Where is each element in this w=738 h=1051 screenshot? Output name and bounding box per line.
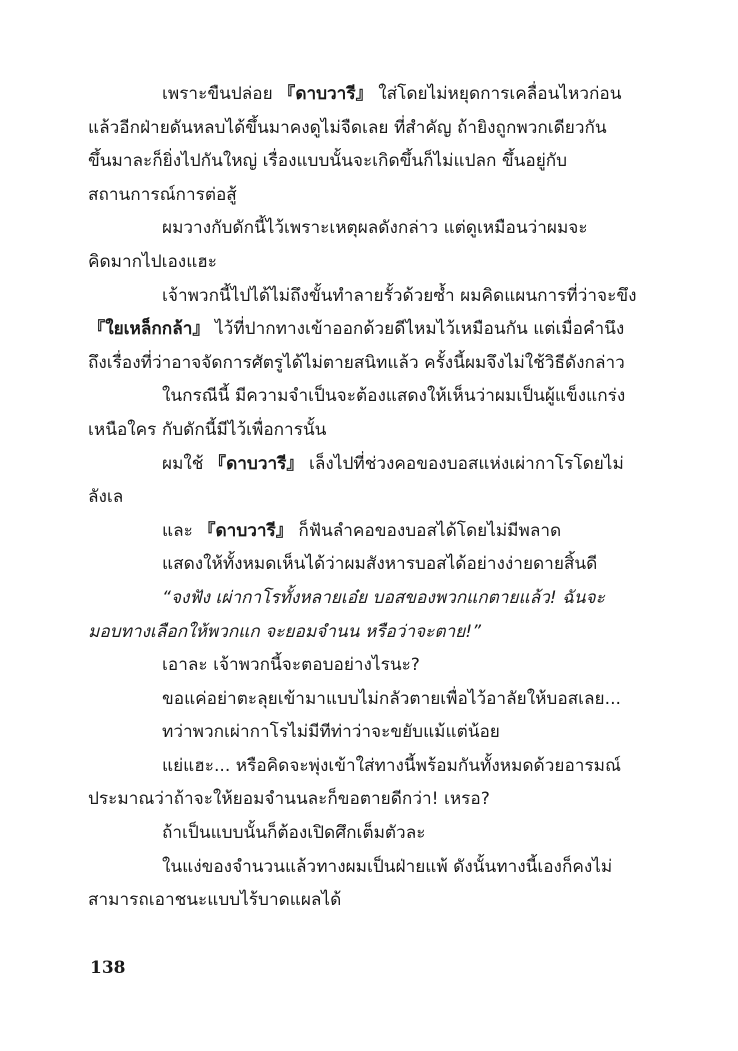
text-line: คิดมากไปเองแฮะ — [88, 251, 217, 272]
text-line: เอาละ เจ้าพวกนี้จะตอบอย่างไรนะ? — [162, 655, 420, 676]
text-segment: ก็ฟันลำคอของบอสได้โดยไม่มีพลาด — [292, 520, 562, 541]
skill-name: 『ดาบวารี』 — [208, 453, 304, 474]
skill-name: 『ดาบวารี』 — [198, 520, 293, 541]
text-line: ทว่าพวกเผ่ากาโรไม่มีทีท่าว่าจะขยับแม้แต่น้อย — [162, 722, 500, 743]
text-line: เจ้าพวกนี้ไปได้ไม่ถึงขั้นทำลายรั้วด้วยซ้ำ ผมคิดแผนการที่ว่าจะขึง — [162, 285, 637, 306]
text-line: ลังเล — [88, 487, 124, 508]
text-line — [88, 448, 654, 482]
text-segment: ใส่โดยไม่หยุดการเคลื่อนไหวก่อน — [372, 84, 622, 104]
text-line: แล้วอีกฝ่ายดันหลบได้ขึ้นมาคงดูไม่จืดเลย ที่สำคัญ ถ้ายิงถูกพวกเดียวกัน — [88, 117, 607, 138]
text-segment: เพราะขืนปล่อย — [162, 84, 279, 104]
body-text — [88, 78, 654, 918]
text-line: ในแง่ของจำนวนแล้วทางผมเป็นฝ่ายแพ้ ดังนั้นทางนี้เองก็คงไม่ — [162, 856, 613, 877]
text-line: ผมวางกับดักนี้ไว้เพราะเหตุผลดังกล่าว แต่ดูเหมือนว่าผมจะ — [162, 218, 588, 239]
text-line — [88, 78, 654, 112]
text-line: แย่แฮะ... หรือคิดจะพุ่งเข้าใส่ทางนี้พร้อมกันทั้งหมดด้วยอารมณ์ — [162, 755, 621, 776]
text-line: สามารถเอาชนะแบบไร้บาดแผลได้ — [88, 890, 342, 911]
text-line: ถ้าเป็นแบบนั้นก็ต้องเปิดศึกเต็มตัวละ — [162, 823, 426, 844]
skill-name: 『ใยเหล็กกล้า』 — [88, 319, 210, 340]
text-line: แสดงให้ทั้งหมดเห็นได้ว่าผมสังหารบอสได้อย่างง่ายดายสิ้นดี — [162, 554, 598, 575]
text-segment: ไว้ที่ปากทางเข้าออกด้วยดีไหมไว้เหมือนกัน แต่เมื่อคำนึง — [209, 319, 625, 340]
page-number: 138 — [90, 958, 126, 978]
text-segment: และ — [162, 520, 199, 541]
text-line — [88, 515, 654, 549]
text-line: สถานการณ์การต่อสู้ — [88, 184, 237, 205]
text-segment: ผมใช้ — [162, 453, 209, 474]
text-line: “จงฟัง เผ่ากาโรทั้งหลายเอ๋ย บอสของพวกแกตายแล้ว! ฉันจะ — [162, 587, 605, 608]
text-line: ขอแค่อย่าตะลุยเข้ามาแบบไม่กลัวตายเพื่อไว้อาลัยให้บอสเลย... — [162, 688, 622, 709]
text-line: มอบทางเลือกให้พวกแก จะยอมจำนน หรือว่าจะตาย!” — [88, 621, 482, 642]
text-line: ถึงเรื่องที่ว่าอาจจัดการศัตรูได้ไม่ตายสนิทแล้ว ครั้งนี้ผมจึงไม่ใช้วิธีดังกล่าว — [88, 352, 625, 373]
text-segment: เล็งไปที่ช่วงคอของบอสแห่งเผ่ากาโรโดยไม่ — [303, 453, 624, 474]
text-line: ประมาณว่าถ้าจะให้ยอมจำนนละก็ขอตายดีกว่า! เหรอ? — [88, 789, 490, 810]
text-line: ขึ้นมาละก็ยิ่งไปกันใหญ่ เรื่องแบบนั้นจะเกิดขึ้นก็ไม่แปลก ขึ้นอยู่กับ — [88, 151, 568, 172]
text-line — [88, 313, 654, 347]
text-line: เหนือใคร กับดักนี้มีไว้เพื่อการนั้น — [88, 419, 327, 440]
text-line: ในกรณีนี้ มีความจำเป็นจะต้องแสดงให้เห็นว่าผมเป็นผู้แข็งแกร่ง — [162, 386, 626, 407]
skill-name: 『ดาบวารี』 — [278, 84, 373, 104]
